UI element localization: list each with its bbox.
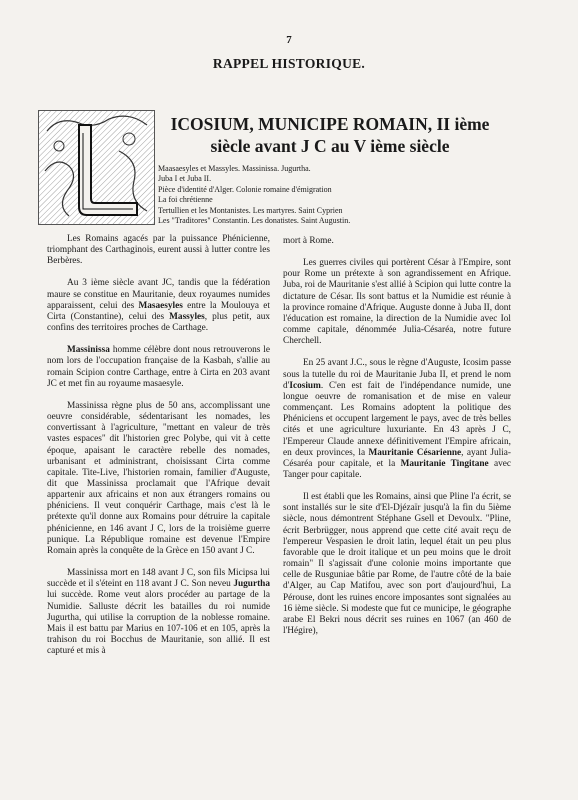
summary-line: Tertullien et les Montanistes. Les martyres. Saint Cyprien [158, 205, 343, 215]
headline-line-1: ICOSIUM, MUNICIPE ROMAIN, II ième [170, 114, 490, 134]
right-column [283, 236, 511, 648]
summary-line: Pièce d'identité d'Alger. Colonie romaine d'émigration [158, 184, 332, 194]
bold-term: Mauritanie Césarienne [368, 447, 462, 458]
paragraph: Massinissa mort en 148 avant J C, son fils Micipsa lui succède et il s'éteint en 118 avant J C. Son neveu Jugurtha lui succède. Rome veut alors procéder au partage de la Numidie. Salluste décrit les batailles du roi numide Jugurtha, qui utilise la corruption de la noblesse romaine. Mais il est battu par Marius en 107-106 et en 105, après la trahison du roi Bocchus de Mauritanie, son allié. Il est capturé et mis à [47, 568, 270, 657]
bold-term: Massyles [169, 311, 205, 322]
bold-term: Icosium [289, 380, 321, 391]
bold-term: Massinissa [67, 345, 110, 356]
summary-line: La foi chrétienne [158, 195, 213, 205]
paragraph: En 25 avant J.C., sous le règne d'Auguste, Icosim passe sous la tutelle du roi de Mauritanie Juba II, et prend le nom d'Icosium. C'en est fait de l'indépendance numide, une longue oeuvre de romanisation et de mise en valeur commençant. Les Romains adoptent la politique des Phéniciens et occupent largement le pays, avec de très belles cités et une agriculture luxuriante. En 43 après J C, l'Empereur Claude annexe définitivement l'Empire africain, en deux provinces, la Mauritanie Césarienne, ayant Julia-Césaréa pour capitale, et la Mauritanie Tingitane avec Tanger pour capitale. [283, 358, 511, 480]
ornate-dropcap-l-icon [38, 110, 155, 225]
headline-line-2: siècle avant J C au V ième siècle [210, 136, 450, 156]
bold-term: Jugurtha [233, 579, 270, 590]
bold-term: Mauritanie Tingitane [400, 458, 489, 469]
paragraph: Au 3 ième siècle avant JC, tandis que la fédération maure se constitue en Mauritanie, deux royaumes numides apparaissent, celui des Masaesyles entre la Moulouya et Cirta (Constantine), celui des Massyles, plus petit, aux confins des territoires proches de Carthage. [47, 278, 270, 334]
article-headline [160, 113, 500, 157]
paragraph: Massinissa règne plus de 50 ans, accomplissant une oeuvre considérable, sédentarisant les nomades, les convertissant à l'agriculture, "mettant en valeur de très vastes espaces" dit l'historien grec Polybe, qui vit à cette époque, apaisant le caractère rebelle des nomades, urbanisant et administrant, choisissant Cirta comme capitale. Tite-Live, l'historien romain, familier d'Auguste, dit que Massinissa proclamait que l'Afrique devait appartenir aux africains et non aux étrangers romains ou phéniciens. Il veut conquérir Carthage, mais c'est là le prétexte qu'il donne aux Romains pour détruire la capitale phénicienne, en 146 avant J C, lors de la troisième guerre punique. La République romaine est devenue l'Empire Romain après la conquête de la Grèce en 150 avant J C. [47, 400, 270, 556]
section-title: RAPPEL HISTORIQUE. [212, 56, 366, 71]
left-column [47, 234, 270, 668]
paragraph: mort à Rome. [283, 236, 334, 246]
bold-term: Masaesyles [138, 300, 183, 311]
paragraph: Il est établi que les Romains, ainsi que Pline l'a écrit, se sont installés sur le site d'El-Djézaïr jusqu'à la fin du 5ième siècle, nous démontrent Stéphane Gsell et Devoulx. "Pline, écrit Berbrügger, nous apprend que cette cité avait reçu de l'empereur Vespasien le droit latin, lequel était un peu plus favorable que le droit italique et un peu moins que le droit romain" Il s'agissait d'une colonie moins importante que celle de Rusguniae bâtie par Rome, de l'autre côté de la baie d'Alger, au Cap Matifou, avec son port d'aujourd'hui, La Pérouse, dont les ruines encore imposantes sont signalées au 16 ième siècle. Si modeste que fut ce municipe, le géographe arabe El Bekri nous décrit ses ruines en 1067 (an 460 de l'Hégire), [283, 492, 511, 636]
paragraph: Les Romains agacés par la puissance Phénicienne, triomphant des Carthaginois, eurent aussi à lutter contre les Berbères. [47, 234, 270, 267]
summary-line: Maasaesyles et Massyles. Massinissa. Jugurtha. [158, 164, 311, 173]
page-number: 7 [286, 34, 292, 46]
summary-line: Les "Traditores" Constantin. Les donatistes. Saint Augustin. [158, 216, 351, 226]
paragraph: Massinissa homme célèbre dont nous retrouverons le nom lors de l'occupation française de la Kasbah, s'allie au romain Scipion contre Carthage, entre à Cirta en 203 avant JC et met fin au royaume masaesyle. [47, 345, 270, 389]
paragraph: Les guerres civiles qui portèrent César à l'Empire, sont pour Rome un prétexte à son agrandissement en Afrique. Juba, roi de Mauritanie s'est allié à Scipion qui lutte contre la dictature de César. Ils sont battus et la Numidie est réunie à la province romaine d'Afrique. Auguste donne à Juba II, dont l'éducation est romaine, la direction de la Numidie avec Iol comme capitale, dénommée Julia-Césaréa, notre future Cherchell. [283, 258, 511, 347]
chapter-summary [158, 164, 538, 226]
summary-line: Juba I et Juba II. [158, 174, 212, 184]
